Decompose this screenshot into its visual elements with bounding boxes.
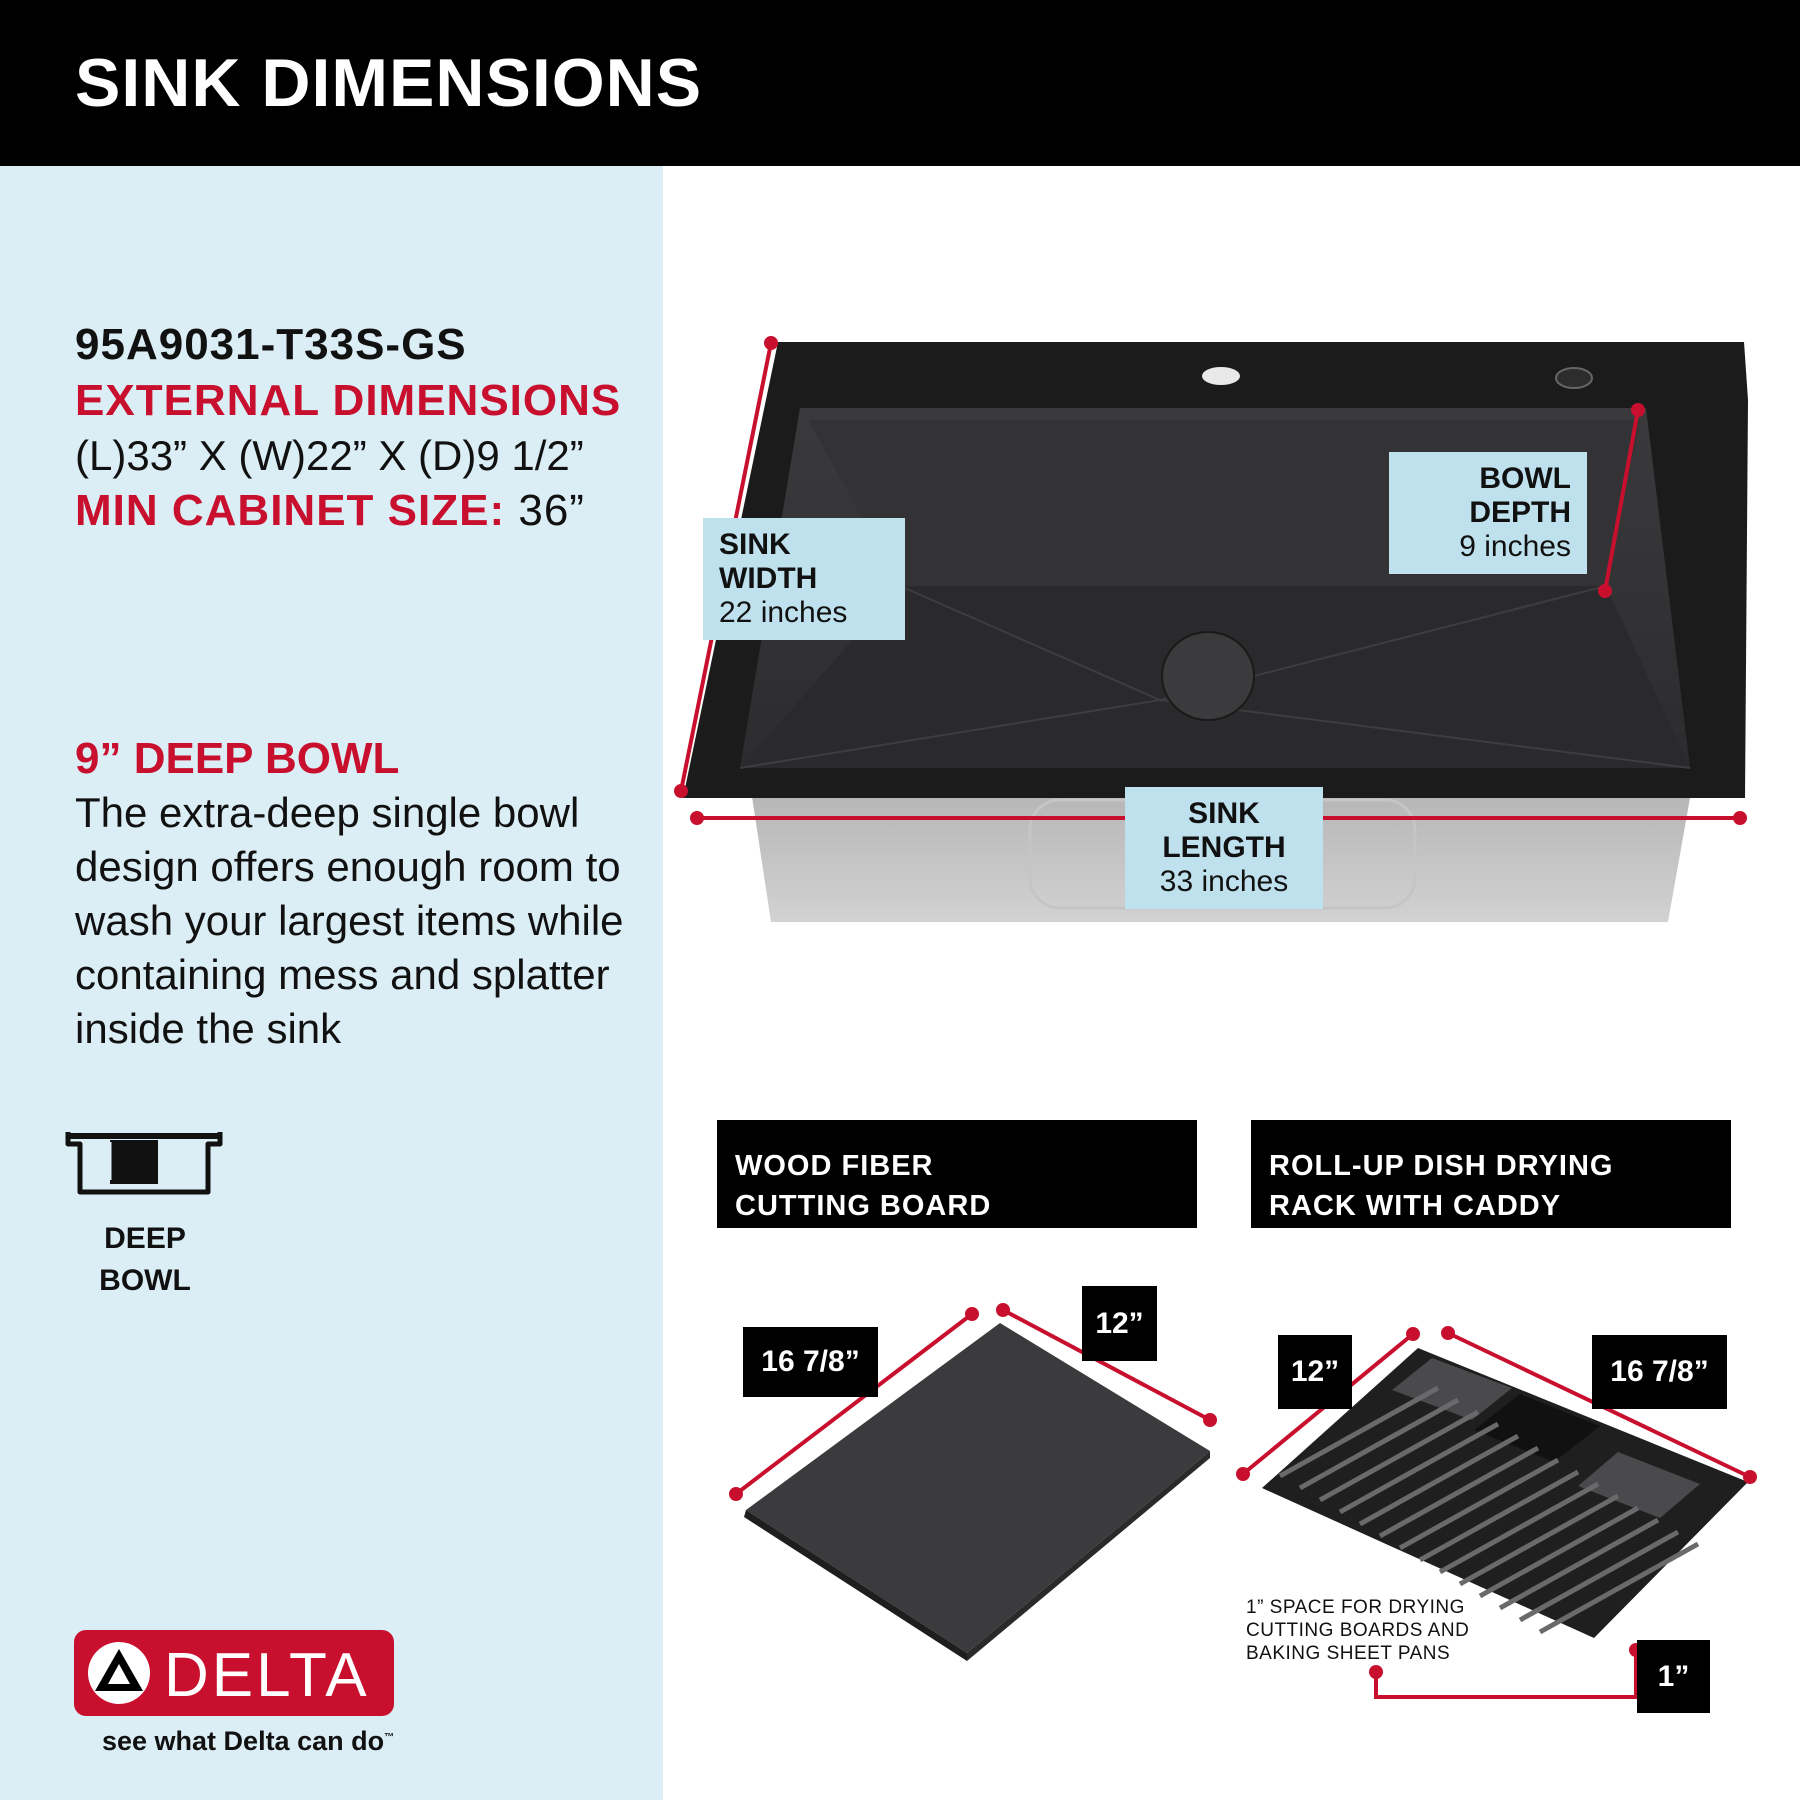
bowl-depth-title: BOWL DEPTH (1469, 462, 1571, 529)
sink-width-title: SINK WIDTH (719, 528, 818, 595)
sink-length-value: 33 inches (1159, 865, 1289, 898)
brand-name: DELTA (164, 1641, 370, 1710)
deep-bowl-description: The extra-deep single bowl design offers enough room to wash your largest items while containing mess and splatter inside the sink (75, 789, 624, 1052)
bowl-depth-callout (1389, 452, 1587, 574)
cutting-board-title (717, 1120, 1197, 1228)
space-note-line-1: 1” SPACE FOR DRYING (1246, 1597, 1465, 1618)
sink-width-callout (703, 518, 905, 640)
rack-length-tag: 16 7/8” (1592, 1335, 1727, 1409)
space-note-line-2: CUTTING BOARDS AND (1246, 1620, 1470, 1641)
drying-rack-title-line-2: RACK WITH CADDY (1269, 1190, 1562, 1222)
cutting-board-title-line-2: CUTTING BOARD (735, 1190, 992, 1222)
cabinet-size-heading: MIN CABINET SIZE: (75, 486, 506, 535)
drain (1162, 632, 1254, 720)
board-width-tag: 12” (1082, 1286, 1157, 1361)
external-dimensions-heading: EXTERNAL DIMENSIONS (75, 376, 622, 425)
icon-label-line-1: DEEP (104, 1222, 186, 1255)
sink-length-callout (1125, 787, 1323, 909)
faucet-hole (1202, 367, 1240, 385)
tagline-text: see what Delta can do (102, 1726, 385, 1756)
drying-rack-title-line-1: ROLL-UP DISH DRYING (1269, 1150, 1614, 1182)
model-number: 95A9031-T33S-GS (75, 320, 467, 369)
rack-width-tag: 12” (1278, 1335, 1352, 1409)
icon-label-line-2: BOWL (99, 1264, 191, 1297)
deep-bowl-heading: 9” DEEP BOWL (75, 734, 400, 783)
rack-space-tag: 1” (1637, 1640, 1710, 1713)
space-note-line-3: BAKING SHEET PANS (1246, 1643, 1451, 1664)
board-length-tag: 16 7/8” (743, 1327, 878, 1397)
cutting-board-title-line-1: WOOD FIBER (735, 1150, 934, 1182)
rack-space-note (1246, 1596, 1469, 1665)
trademark-symbol: ™ (384, 1732, 395, 1743)
page-title: SINK DIMENSIONS (75, 45, 703, 121)
cabinet-size-value: 36” (518, 486, 585, 535)
drying-rack-title (1251, 1120, 1731, 1228)
sink-width-value: 22 inches (719, 596, 848, 629)
sink-length-title: SINK LENGTH (1162, 797, 1286, 864)
external-dimensions-value: (L)33” X (W)22” X (D)9 1/2” (75, 432, 584, 479)
bowl-depth-value: 9 inches (1459, 530, 1571, 563)
